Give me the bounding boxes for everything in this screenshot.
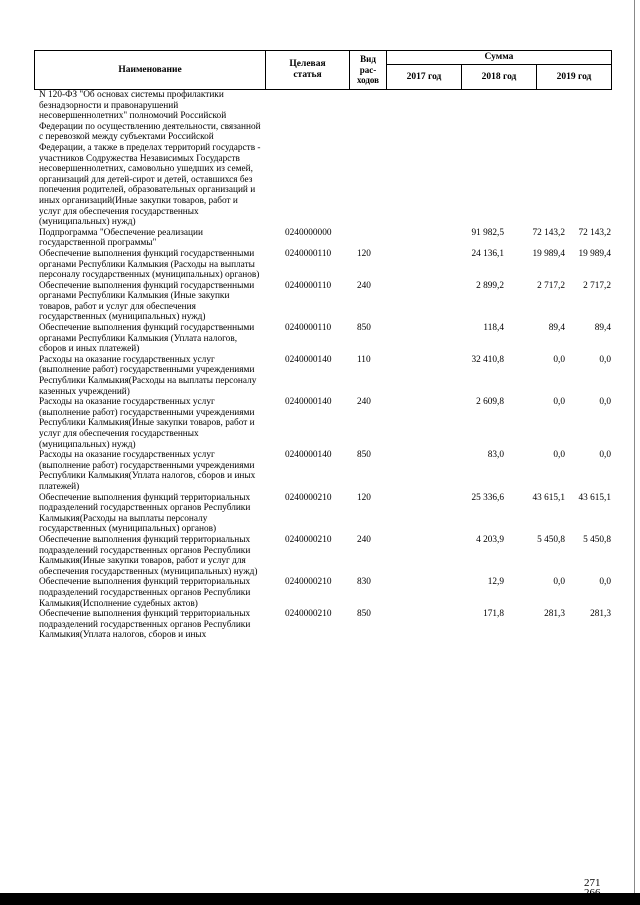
table-row (39, 493, 609, 535)
page-bottom-band (0, 893, 640, 905)
table-row (39, 90, 609, 228)
row-sum-2019: 5 450,8 (583, 534, 611, 545)
row-sum-2019: 0,0 (599, 354, 611, 365)
row-name: Расходы на оказание государственных услуг (выполнение работ) государственными учреждениями Республики Калмыкия(Уплата налогов, сборов и иных платежей) (39, 450, 256, 492)
header-vid-line2: рас- (359, 64, 377, 75)
table-row (39, 450, 609, 492)
header-target-line2: статья (293, 70, 322, 80)
row-name: Обеспечение выполнения функций территориальных подразделений государственных органов Республики Калмыкия(Уплата налогов, сборов и иных (39, 609, 251, 641)
table-row (39, 249, 609, 281)
header-sum-label: Сумма (484, 52, 514, 63)
table-row (39, 535, 609, 577)
table-row (39, 355, 609, 397)
row-name: Подпрограмма "Обеспечение реализации государственной программы" (39, 227, 203, 249)
header-vid-line3: ходов (356, 75, 380, 86)
table-header (34, 50, 612, 90)
row-name: Расходы на оказание государственных услуг (выполнение работ) государственными учреждениями Республики Калмыкия(Расходы на выплаты персоналу казенных учреждений) (39, 354, 257, 397)
row-target-article: 0240000140 (285, 354, 332, 365)
table-row (39, 228, 609, 249)
row-target-article: 0240000140 (285, 450, 332, 461)
row-expense-type: 240 (357, 397, 371, 408)
table-row (39, 281, 609, 323)
row-sum-2019: 281,3 (590, 609, 611, 620)
row-name: Обеспечение выполнения функций государственными органами Республики Калмыкия (Иные закупки товаров, работ и услуг для обеспечения государственных (муниципальных) нужд) (39, 280, 255, 323)
row-sum-2017: 24 136,1 (471, 248, 504, 259)
header-year-2019 (536, 64, 612, 90)
row-sum-2019: 43 615,1 (578, 492, 611, 503)
row-target-article: 0240000110 (285, 280, 332, 291)
row-sum-2018: 19 989,4 (532, 248, 565, 259)
row-target-article: 0240000210 (285, 492, 332, 503)
row-target-article: 0240000210 (285, 534, 332, 545)
row-name: N 120-ФЗ "Об основах системы профилактики безнадзорности и правонарушений несовершеннолетних" полномочий Российской Федерации по осуществлению деятельности, связанной с перевозкой между субъектами Российской Федерации, а также в пределах территорий государств - участников Содружества Независимых Государств несовершеннолетних, самовольно ушедших из семей, организаций для детей-сирот и детей, оставшихся без попечения родителей, образовательных организаций и иных организаций(Иные закупки товаров, работ и услуг для обеспечения государственных (муниципальных) нужд) (39, 90, 261, 228)
table-row (39, 397, 609, 450)
header-name (34, 50, 266, 90)
row-sum-2017: 91 982,5 (471, 227, 504, 238)
row-expense-type: 110 (357, 354, 371, 365)
table-row (39, 577, 609, 609)
page-number-secondary: 266 (584, 887, 601, 899)
row-sum-2017: 83,0 (487, 450, 504, 461)
row-expense-type: 120 (357, 492, 371, 503)
header-year1-label: 2017 год (406, 71, 442, 82)
table-row (39, 323, 609, 355)
row-sum-2017: 118,4 (483, 323, 504, 334)
row-sum-2017: 2 899,2 (476, 280, 504, 291)
page-number-current: 271 (584, 877, 601, 889)
row-sum-2017: 4 203,9 (476, 534, 504, 545)
row-name: Расходы на оказание государственных услуг (выполнение работ) государственными учреждениями Республики Калмыкия(Иные закупки товаров, работ и услуг для обеспечения государственных (муниципальных) нужд) (39, 397, 255, 450)
header-sum (386, 50, 612, 65)
row-expense-type: 850 (357, 450, 371, 461)
row-sum-2017: 171,8 (483, 609, 504, 620)
row-target-article: 0240000140 (285, 397, 332, 408)
header-year-2018 (461, 64, 537, 90)
row-sum-2017: 32 410,8 (471, 354, 504, 365)
row-expense-type: 830 (357, 577, 371, 588)
row-name: Обеспечение выполнения функций государственными органами Республики Калмыкия (Уплата налогов, сборов и иных платежей) (39, 323, 255, 355)
row-sum-2018: 0,0 (553, 577, 565, 588)
header-vid-line1: Вид (360, 54, 376, 65)
table-row (39, 609, 609, 641)
table-body (39, 90, 609, 641)
header-year2-label: 2018 год (481, 71, 517, 82)
row-sum-2017: 2 609,8 (476, 397, 504, 408)
row-sum-2018: 2 717,2 (537, 280, 565, 291)
header-expense-type (349, 50, 387, 90)
row-sum-2019: 72 143,2 (578, 227, 611, 238)
row-expense-type: 850 (357, 323, 371, 334)
row-expense-type: 240 (357, 534, 371, 545)
page-number (584, 878, 601, 898)
row-sum-2018: 281,3 (544, 609, 565, 620)
row-name: Обеспечение выполнения функций государственными органами Республики Калмыкия (Расходы на выплаты персоналу государственных (муниципальных) органов) (39, 248, 260, 281)
row-sum-2017: 12,9 (487, 577, 504, 588)
header-year-2017 (386, 64, 462, 90)
row-sum-2018: 0,0 (553, 450, 565, 461)
row-name: Обеспечение выполнения функций территориальных подразделений государственных органов Республики Калмыкия(Исполнение судебных актов) (39, 577, 251, 609)
row-sum-2017: 25 336,6 (471, 492, 504, 503)
row-target-article: 0240000110 (285, 248, 332, 259)
row-expense-type: 120 (357, 248, 371, 259)
row-sum-2018: 89,4 (548, 323, 565, 334)
row-sum-2018: 72 143,2 (532, 227, 565, 238)
header-target-article (265, 50, 350, 90)
row-sum-2019: 0,0 (599, 397, 611, 408)
row-sum-2018: 0,0 (553, 354, 565, 365)
row-name: Обеспечение выполнения функций территориальных подразделений государственных органов Республики Калмыкия(Расходы на выплаты персоналу государственных (муниципальных) органов) (39, 492, 251, 535)
row-expense-type: 240 (357, 280, 371, 291)
row-name: Обеспечение выполнения функций территориальных подразделений государственных органов Республики Калмыкия(Иные закупки товаров, работ и услуг для обеспечения государственных (муниципальных) нужд) (39, 534, 258, 577)
header-year3-label: 2019 год (556, 71, 592, 82)
row-sum-2019: 19 989,4 (578, 248, 611, 259)
header-target-line1: Целевая (289, 59, 326, 70)
row-expense-type: 850 (357, 609, 371, 620)
row-target-article: 0240000210 (285, 609, 332, 620)
row-sum-2019: 0,0 (599, 450, 611, 461)
row-target-article: 0240000000 (285, 227, 332, 238)
row-sum-2019: 0,0 (599, 577, 611, 588)
row-sum-2018: 43 615,1 (532, 492, 565, 503)
header-name-label: Наименование (118, 64, 182, 75)
row-sum-2018: 5 450,8 (537, 534, 565, 545)
row-sum-2019: 89,4 (594, 323, 611, 334)
row-target-article: 0240000110 (285, 323, 332, 334)
row-target-article: 0240000210 (285, 577, 332, 588)
row-sum-2018: 0,0 (553, 397, 565, 408)
row-sum-2019: 2 717,2 (583, 280, 611, 291)
